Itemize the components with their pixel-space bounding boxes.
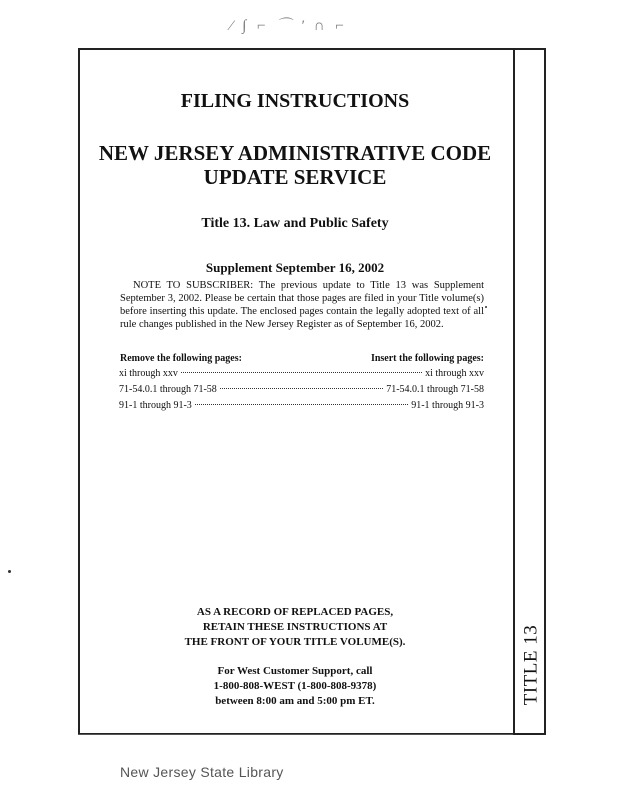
library-stamp: New Jersey State Library (120, 764, 284, 780)
handwritten-scribble: ⁄ ∫ ⌐ ⌒ ′ ∩ ⌐ (230, 18, 348, 34)
dot-leader (181, 372, 422, 373)
record-instructions (150, 605, 440, 650)
insert-pages-cell: 71-54.0.1 through 71-58 (386, 384, 484, 395)
code-title-line1: NEW JERSEY ADMINISTRATIVE CODE (98, 141, 492, 165)
table-row (119, 400, 484, 416)
record-line3: THE FRONT OF YOUR TITLE VOLUME(S). (184, 636, 406, 648)
record-line1: AS A RECORD OF REPLACED PAGES, (196, 606, 394, 618)
remove-pages-cell: 91-1 through 91-3 (119, 400, 192, 411)
table-row (119, 384, 484, 400)
pages-table (119, 368, 484, 416)
insert-pages-cell: xi through xxv (425, 368, 484, 379)
table-row (119, 368, 484, 384)
title-name: Title 13. Law and Public Safety (201, 216, 389, 231)
pages-column-headers (120, 353, 484, 364)
remove-pages-cell: 71-54.0.1 through 71-58 (119, 384, 217, 395)
customer-support-info (150, 664, 440, 709)
frame-bottom-rule (78, 734, 515, 735)
support-line1: For West Customer Support, call (217, 665, 373, 677)
filing-instructions-heading: FILING INSTRUCTIONS (180, 90, 410, 112)
dot-leader (195, 404, 408, 405)
record-line2: RETAIN THESE INSTRUCTIONS AT (202, 621, 388, 633)
code-title-line2: UPDATE SERVICE (203, 165, 387, 189)
dot-leader (220, 388, 383, 389)
support-hours: between 8:00 am and 5:00 pm ET. (215, 695, 375, 707)
supplement-date: Supplement September 16, 2002 (205, 260, 385, 275)
insert-pages-cell: 91-1 through 91-3 (411, 400, 484, 411)
remove-pages-cell: xi through xxv (119, 368, 178, 379)
remove-pages-header: Remove the following pages: (120, 353, 242, 364)
note-to-subscriber: NOTE TO SUBSCRIBER: The previous update to Title 13 was Supplement September 3, 2002. Please be certain that those pages are filed in your Title volume(s) before inserting this update. The enclosed pages contain the legally adopted text of all rule changes published in the New Jersey Register as of September 16, 2002. (120, 280, 484, 330)
insert-pages-header: Insert the following pages: (370, 353, 484, 364)
title-tab-label: TITLE 13 (520, 624, 542, 706)
support-phone: 1-800-808-WEST (1-800-808-9378) (213, 680, 377, 692)
scan-speck (485, 306, 487, 308)
scan-speck (8, 570, 11, 573)
code-title (90, 141, 500, 189)
